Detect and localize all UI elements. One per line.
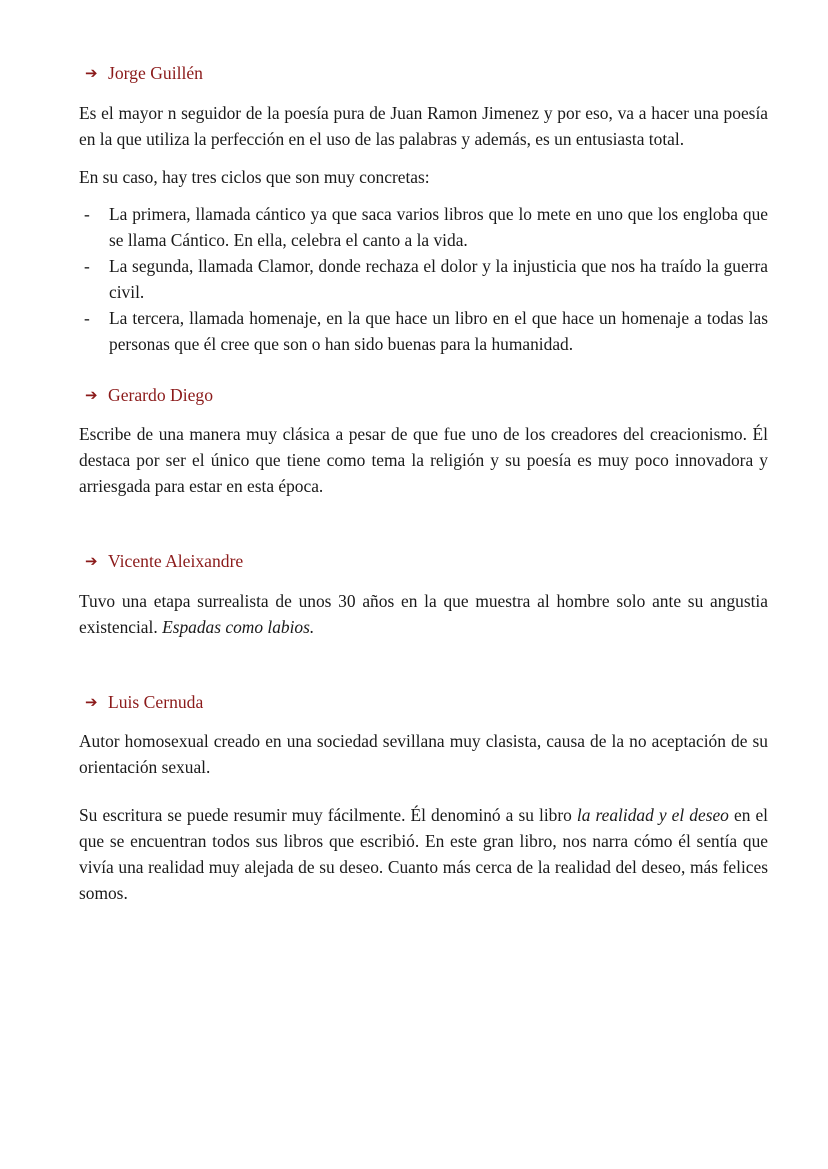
paragraph-diego: Escribe de una manera muy clásica a pesar de que fue uno de los creadores del creacionismo. Él destaca por ser el único que tiene como tema la religión y su poesía es muy poco innovadora y arriesgada para estar en esta época. bbox=[79, 424, 768, 496]
list-item bbox=[79, 305, 768, 357]
heading-gerardo-diego bbox=[85, 380, 768, 410]
right-arrow-icon: ➔ bbox=[85, 64, 98, 82]
dash-marker: - bbox=[84, 256, 90, 276]
dash-marker: - bbox=[84, 204, 90, 224]
paragraph-text: Tuvo una etapa surrealista de unos 30 años en la que muestra al hombre solo ante su angustia existencial. bbox=[79, 591, 768, 637]
paragraph-cernuda-1: Autor homosexual creado en una sociedad sevillana muy clasista, causa de la no aceptación de su orientación sexual. bbox=[79, 731, 768, 777]
paragraph-text: en el que se encuentran todos sus libros que escribió. En este gran libro, nos narra cómo él sentía que vivía una realidad muy alejada de su deseo. Cuanto más cerca de la realidad del deseo, más felices somos. bbox=[79, 805, 769, 903]
book-title-italic: Espadas como labios. bbox=[162, 617, 315, 637]
right-arrow-icon: ➔ bbox=[85, 386, 98, 404]
heading-luis-cernuda bbox=[85, 687, 768, 717]
dash-marker: - bbox=[84, 308, 90, 328]
paragraph-aleixandre bbox=[79, 588, 768, 640]
heading-text: Luis Cernuda bbox=[108, 692, 204, 712]
right-arrow-icon: ➔ bbox=[85, 693, 98, 711]
list-item-text: La segunda, llamada Clamor, donde rechaza el dolor y la injusticia que nos ha traído la guerra civil. bbox=[109, 256, 768, 302]
list-item bbox=[79, 201, 768, 253]
paragraph-guillen-cycles: En su caso, hay tres ciclos que son muy concretas: bbox=[79, 167, 430, 187]
document-body bbox=[79, 58, 768, 906]
paragraph-text: Su escritura se puede resumir muy fácilmente. Él denominó a su libro bbox=[79, 805, 572, 825]
heading-jorge-guillen bbox=[85, 58, 768, 88]
heading-vicente-aleixandre bbox=[85, 546, 768, 576]
paragraph-guillen-intro: Es el mayor n seguidor de la poesía pura de Juan Ramon Jimenez y por eso, va a hacer una poesía en la que utiliza la perfección en el uso de las palabras y además, es un entusiasta total. bbox=[79, 103, 768, 149]
book-title-italic: la realidad y el deseo bbox=[576, 805, 729, 825]
guillen-cycles-list bbox=[79, 201, 768, 357]
heading-text: Jorge Guillén bbox=[108, 63, 203, 83]
list-item-text: La tercera, llamada homenaje, en la que hace un libro en el que hace un homenaje a todas las personas que él cree que son o han sido buenas para la humanidad. bbox=[109, 308, 768, 354]
list-item-text: La primera, llamada cántico ya que saca varios libros que lo mete en uno que los engloba que se llama Cántico. En ella, celebra el canto a la vida. bbox=[109, 204, 768, 250]
paragraph-cernuda-2 bbox=[79, 802, 768, 906]
heading-text: Gerardo Diego bbox=[108, 385, 214, 405]
list-item bbox=[79, 253, 768, 305]
right-arrow-icon: ➔ bbox=[85, 552, 98, 570]
heading-text: Vicente Aleixandre bbox=[108, 551, 244, 571]
